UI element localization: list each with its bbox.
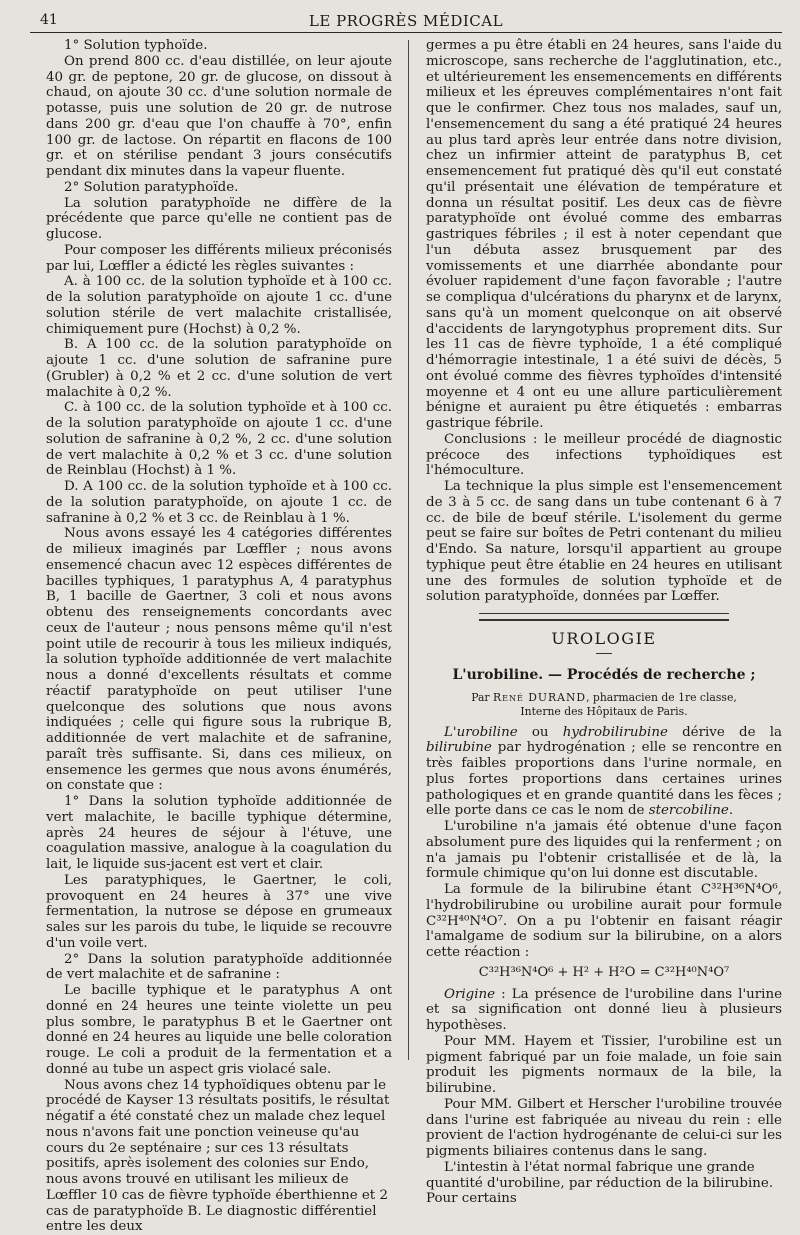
journal-title: LE PROGRÈS MÉDICAL <box>30 12 782 30</box>
paragraph: 1° Solution typhoïde. <box>46 38 392 54</box>
paragraph: L'intestin à l'état normal fabrique une grande quantité d'urobiline, par réduction de la bilirubine. Pour certains <box>426 1160 782 1207</box>
paragraph: B. A 100 cc. de la solution paratyphoïde on ajoute 1 cc. d'une solution de safranine pure (Grubler) à 0,2 % et 2 cc. d'une solution de vert malachite à 0,2 %. <box>46 337 392 400</box>
byline-suffix: , pharmacien de 1re classe, <box>586 691 737 704</box>
paragraph: Les paratyphiques, le Gaertner, le coli, provoquent en 24 heures à 37° une vive fermentation, la nutrose se dépose en grumeaux sales sur les parois du tube, le liquide se recouvre d'un voile vert. <box>46 873 392 952</box>
term: L'urobiline <box>444 725 518 740</box>
chemical-formula: C³²H³⁶N⁴O⁶ + H² + H²O = C³²H⁴⁰N⁴O⁷ <box>426 965 782 981</box>
section-title: UROLOGIE <box>426 631 782 647</box>
column-divider <box>408 40 409 1060</box>
term: hydrobilirubine <box>563 725 668 740</box>
paragraph: Le bacille typhique et le paratyphus A ont donné en 24 heures une teinte violette un peu plus sombre, le paratyphus B et le Gaertner ont donné en 24 heures au liquide une belle coloration rouge. Le coli a produit de la fermentation et a donné au tube un aspect gris violacé sale. <box>46 983 392 1078</box>
paragraph <box>426 725 782 820</box>
left-column <box>46 38 392 1235</box>
paragraph: Pour MM. Gilbert et Herscher l'urobiline trouvée dans l'urine est fabriquée au niveau du rein : elle provient de l'action hydrogénante de celui-ci sur les pigments biliaires contenus dans le sang. <box>426 1097 782 1160</box>
term: stercobiline <box>649 803 729 818</box>
byline-prefix: Par <box>471 691 493 704</box>
page-number: 41 <box>40 12 58 28</box>
paragraph: Conclusions : le meilleur procédé de diagnostic précoce des infections typhoïdiques est l'hémoculture. <box>426 432 782 479</box>
paragraph: A. à 100 cc. de la solution typhoïde et à 100 cc. de la solution paratyphoïde on ajoute 1 cc. d'une solution stérile de vert malachite cristallisée, chimiquement pure (Hochst) à 0,2 %. <box>46 274 392 337</box>
text-run: . <box>729 803 733 818</box>
text-run: dérive de la <box>668 725 782 740</box>
author-name: René DURAND <box>493 691 586 704</box>
paragraph: Pour composer les différents milieux préconisés par lui, Lœffler a édicté les règles suivantes : <box>46 243 392 275</box>
paragraph: D. A 100 cc. de la solution typhoïde et à 100 cc. de la solution paratyphoïde, on ajoute 1 cc. de safranine à 0,2 % et 3 cc. de Reinblau à 1 %. <box>46 479 392 526</box>
paragraph: 1° Dans la solution typhoïde additionnée de vert malachite, le bacille typhique détermine, après 24 heures de séjour à l'étuve, une coagulation massive, analogue à la coagulation du lait, le liquide sus-jacent est vert et clair. <box>46 794 392 873</box>
paragraph: C. à 100 cc. de la solution typhoïde et à 100 cc. de la solution paratyphoïde on ajoute 1 cc. d'une solution de safranine à 0,2 %, 2 cc. d'une solution de vert malachite à 0,2 % et 3 cc. d'une solution de Reinblau (Hochst) à 1 %. <box>46 400 392 479</box>
article-title: L'urobiline. — Procédés de recherche ; <box>426 668 782 684</box>
right-column <box>426 38 782 1207</box>
term: Origine <box>444 987 495 1002</box>
text-run: : La présence de l'urobiline dans l'urine et sa signification ont donné lieu à plusieurs hypothèses. <box>426 987 782 1034</box>
paragraph: On prend 800 cc. d'eau distillée, on leur ajoute 40 gr. de peptone, 20 gr. de glucose, on dissout à chaud, on ajoute 30 cc. d'une solution normale de potasse, puis une solution de 20 gr. de nutrose dans 200 gr. d'eau que l'on chauffe à 70°, enfin 100 gr. de lactose. On répartit en flacons de 100 gr. et on stérilise pendant 3 jours consécutifs pendant dix minutes dans la vapeur fluente. <box>46 54 392 180</box>
paragraph <box>426 987 782 1034</box>
text-run: par hydrogénation ; elle se rencontre en très faibles proportions dans l'urine normale, en plus fortes proportions dans certaines urines pathologiques et en grande quantité dans les fèces ; elle porte dans ce cas le nom de <box>426 740 782 818</box>
paragraph: L'urobiline n'a jamais été obtenue d'une façon absolument pure des liquides qui la renferment ; on n'a jamais pu l'obtenir cristallisée et de là, la formule chimique qu'on lui donne est discutable. <box>426 819 782 882</box>
paragraph: Nous avons chez 14 typhoïdiques obtenu par le procédé de Kayser 13 résultats positifs, le résultat négatif a été constaté chez un malade chez lequel nous n'avons fait une ponction veineuse qu'au cours du 2e septénaire ; sur ces 13 résultats positifs, après isolement des colonies sur Endo, nous avons trouvé en utilisant les milieux de Lœffler 10 cas de fièvre typhoïde éberthienne et 2 cas de paratyphoïde B. Le diagnostic différentiel entre les deux <box>46 1078 392 1235</box>
paragraph: Pour MM. Hayem et Tissier, l'urobiline est un pigment fabriqué par un foie malade, un foie sain produit les pigments normaux de la bile, la bilirubine. <box>426 1034 782 1097</box>
paragraph: La technique la plus simple est l'ensemencement de 3 à 5 cc. de sang dans un tube contenant 6 à 7 cc. de bile de bœuf stérile. L'isolement du germe peut se faire sur boîtes de Petri contenant du milieu d'Endo. Sa nature, lorsqu'il appartient au groupe typhique peut être établie en 24 heures en utilisant une des formules de solution typhoïde et de solution paratyphoïde, données par Lœffer. <box>426 479 782 605</box>
paragraph: 2° Dans la solution paratyphoïde additionnée de vert malachite et de safranine : <box>46 952 392 984</box>
short-rule <box>596 653 612 654</box>
paragraph: La solution paratyphoïde ne diffère de la précédente que parce qu'elle ne contient pas de glucose. <box>46 196 392 243</box>
page-header <box>30 6 782 33</box>
text-run: ou <box>518 725 563 740</box>
term: bilirubine <box>426 740 492 755</box>
section-ornament-rule <box>479 613 729 621</box>
paragraph: La formule de la bilirubine étant C³²H³⁶N⁴O⁶, l'hydrobilirubine ou urobiline aurait pour formule C³²H⁴⁰N⁴O⁷. On a pu l'obtenir en faisant réagir l'amalgame de sodium sur la bilirubine, on a alors cette réaction : <box>426 882 782 961</box>
byline <box>426 691 782 719</box>
paragraph: Nous avons essayé les 4 catégories différentes de milieux imaginés par Lœffler ; nous avons ensemencé chacun avec 12 espèces différentes de bacilles typhiques, 1 paratyphus A, 4 paratyphus B, 1 bacille de Gaertner, 3 coli et nous avons obtenu des renseignements concordants avec ceux de l'auteur ; nous pensons même qu'il n'est point utile de recourir à tous les milieux indiqués, la solution typhoïde additionnée de vert malachite nous a donné d'excellents résultats et comme réactif paratyphoïde on peut utiliser l'une quelconque des solutions que nous avons indiquées ; celle qui figure sous la rubrique B, additionnée de vert malachite et de safranine, paraît très suffisante. Si, dans ces milieux, on ensemence les germes que nous avons énumérés, on constate que : <box>46 526 392 794</box>
paragraph: germes a pu être établi en 24 heures, sans l'aide du microscope, sans recherche de l'agglutination, etc., et ultérieurement les ensemencements en différents milieux et les épreuves complémentaires n'ont fait que le confirmer. Chez tous nos malades, sauf un, l'ensemencement du sang a été pratiqué 24 heures au plus tard après leur entrée dans notre division, chez un infirmier atteint de paratyphus B, cet ensemencement fut pratiqué dès qu'il eut constaté qu'il présentait une élévation de température et donna un résultat positif. Les deux cas de fièvre paratyphoïde ont évolué comme des embarras gastriques fébriles ; il est à noter cependant que l'un débuta assez brusquement par des vomissements et une diarrhée abondante pour évoluer rapidement d'une façon favorable ; l'autre se compliqua d'ulcérations du pharynx et de larynx, sans qu'à un moment quelconque on ait observé d'accidents de laryngotyphus proprement dits. Sur les 11 cas de fièvre typhoïde, 1 a été compliqué d'hémorragie intestinale, 1 a été suivi de décès, 5 ont évolué comme des fièvres typhoïdes d'intensité moyenne et 4 ont eu une allure particulièrement bénigne et auraient pu être étiquetés : embarras gastrique fébrile. <box>426 38 782 432</box>
paragraph: 2° Solution paratyphoïde. <box>46 180 392 196</box>
byline-affiliation: Interne des Hôpitaux de Paris. <box>426 705 782 719</box>
